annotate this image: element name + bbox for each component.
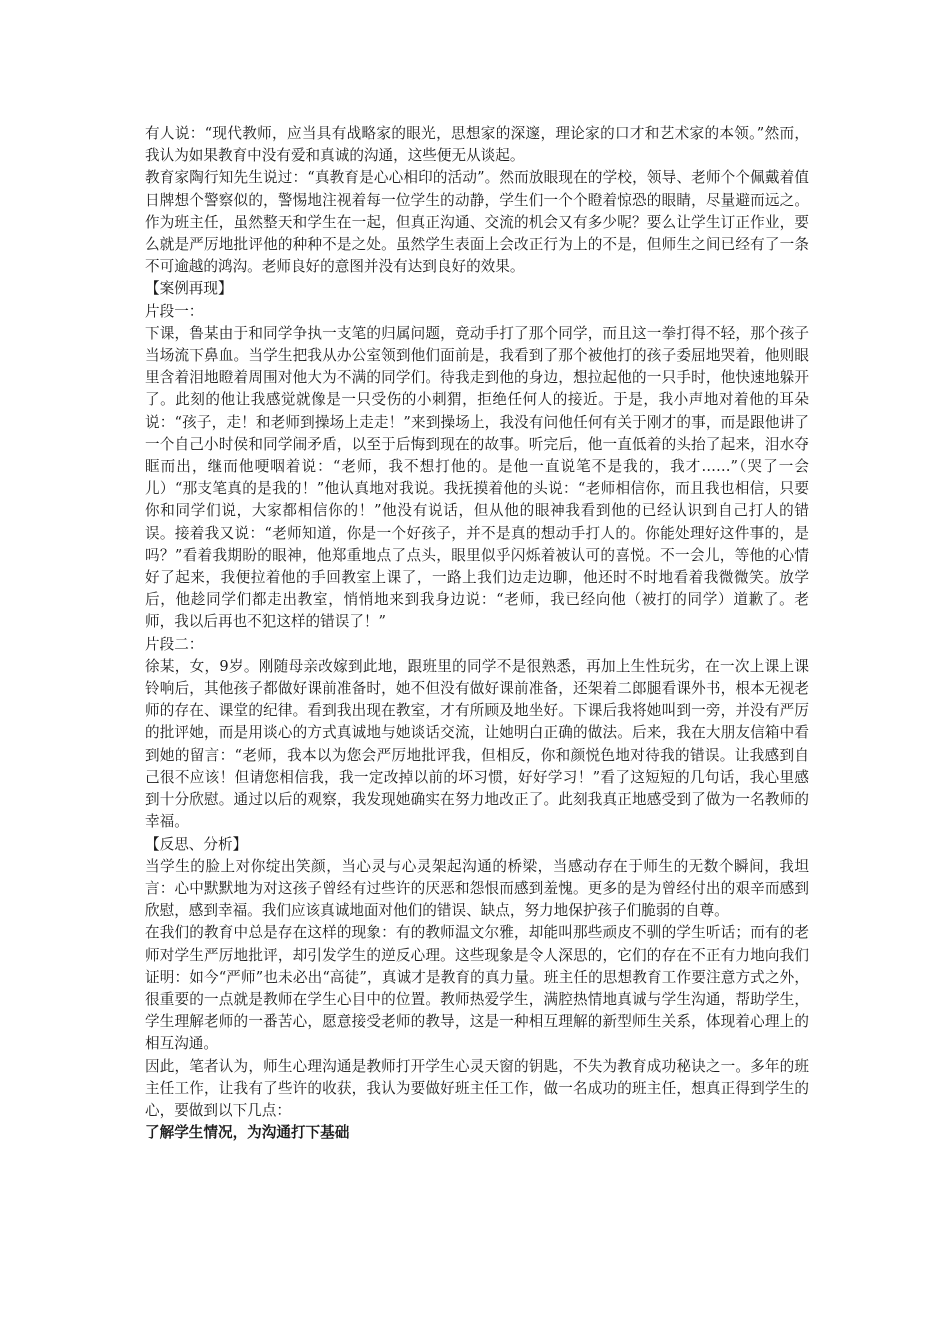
reflection-paragraph-2: 在我们的教育中总是存在这样的现象：有的教师温文尔雅，却能叫那些顽皮不驯的学生听话；而有的老师对学生严厉地批评，却引发学生的逆反心理。这些现象是令人深思的，它们的存在不正有力地向我们证明：如今“严师”也未必出“高徒”，真诚才是教育的真力量。班主任的思想教育工作要注意方式之外，很重要的一点就是教师在学生心目中的位置。教师热爱学生，满腔热情地真诚与学生沟通，帮助学生，学生理解老师的一番苦心，愿意接受老师的教导，这是一种相互理解的新型师生关系，体现着心理上的相互沟通。 (145, 924, 809, 1053)
document-body (145, 123, 809, 1144)
fragment-two-text: 徐某，女，9岁。刚随母亲改嫁到此地，跟班里的同学不是很熟悉，再加上生性玩劣，在一次上课上课铃响后，其他孩子都做好课前准备时，她不但没有做好课前准备，还架着二郎腿看课外书，根本无视老师的存在、课堂的纪律。看到我出现在教室，才有所顾及地坐好。下课后我将她叫到一旁，并没有严厉的批评她，而是用谈心的方式真诚地与她谈话交流，让她明白正确的做法。后来，我在大朋友信箱中看到她的留言：“老师，我本以为您会严厉地批评我，但相反，你和颜悦色地对待我的错误。让我感到自己很不应该！但请您相信我，我一定改掉以前的坏习惯，好好学习！”看了这短短的几句话，我心里感到十分欣慰。通过以后的观察，我发现她确实在努力地改正了。此刻我真正地感受到了做为一名教师的幸福。 (145, 657, 809, 831)
reflection-paragraph-1: 当学生的脸上对你绽出笑颜，当心灵与心灵架起沟通的桥梁，当感动存在于师生的无数个瞬间，我坦言：心中默默地为对这孩子曾经有过些许的厌恶和怨恨而感到羞愧。更多的是为曾经付出的艰辛而感到欣慰，感到幸福。我们应该真诚地面对他们的错误、缺点，努力地保护孩子们脆弱的自尊。 (145, 857, 809, 920)
case-heading: 【案例再现】 (145, 280, 233, 298)
conclusion-paragraph: 因此，笔者认为，师生心理沟通是教师打开学生心灵天窗的钥匙，不失为教育成功秘诀之一。多年的班主任工作，让我有了些许的收获，我认为要做好班主任工作，做一名成功的班主任，想真正得到学生的心，要做到以下几点： (145, 1057, 809, 1119)
reflection-heading: 【反思、分析】 (145, 835, 248, 853)
intro-paragraph: 有人说：“现代教师，应当具有战略家的眼光，思想家的深邃，理论家的口才和艺术家的本领。”然而，我认为如果教育中没有爱和真诚的沟通，这些便无从谈起。 (145, 125, 809, 165)
fragment-one-text: 下课，鲁某由于和同学争执一支笔的归属问题，竟动手打了那个同学，而且这一拳打得不轻，那个孩子当场流下鼻血。当学生把我从办公室领到他们面前是，我看到了那个被他打的孩子委屈地哭着，他则眼里含着泪地瞪着周围对他大为不满的同学们。待我走到他的身边，想拉起他的一只手时，他快速地躲开了。此刻的他让我感觉就像是一只受伤的小刺猬，拒绝任何人的接近。于是，我小声地对着他的耳朵说：“孩子，走！和老师到操场上走走！”来到操场上，我没有问他任何有关于刚才的事，而是跟他讲了一个自己小时侯和同学闹矛盾，以至于后悔到现在的故事。听完后，他一直低着的头抬了起来，泪水夺眶而出，继而他哽咽着说：“老师，我不想打他的。是他一直说笔不是我的，我才……”（哭了一会儿）“那支笔真的是我的！”他认真地对我说。我抚摸着他的头说：“老师相信你，而且我也相信，只要你和同学们说，大家都相信你的！”他没有说话，但从他的眼神我看到他的已经认识到自己打人的错误。接着我又说：“老师知道，你是一个好孩子，并不是真的想动手打人的。你能处理好这件事的，是吗？”看着我期盼的眼神，他郑重地点了点头，眼里似乎闪烁着被认可的喜悦。不一会儿，等他的心情好了起来，我便拉着他的手回教室上课了，一路上我们边走边聊，他还时不时地看着我微微笑。放学后，他趁同学们都走出教室，悄悄地来到我身边说：“老师，我已经向他（被打的同学）道歉了。老师，我以后再也不犯这样的错误了！” (145, 324, 809, 631)
section-heading: 了解学生情况，为沟通打下基础 (145, 1124, 350, 1142)
fragment-two-heading: 片段二： (145, 635, 204, 653)
fragment-one-heading: 片段一： (145, 302, 204, 320)
tao-xingzhi-paragraph: 教育家陶行知先生说过：“真教育是心心相印的活动”。然而放眼现在的学校，领导、老师个个佩戴着值日牌想个警察似的，警惕地注视着每一位学生的动静，学生们一个个瞪着惊恐的眼睛，尽量避而远之。作为班主任，虽然整天和学生在一起，但真正沟通、交流的机会又有多少呢？要么让学生订正作业，要么就是严厉地批评他的种种不是之处。虽然学生表面上会改正行为上的不是，但师生之间已经有了一条不可逾越的鸿沟。老师良好的意图并没有达到良好的效果。 (145, 169, 809, 276)
